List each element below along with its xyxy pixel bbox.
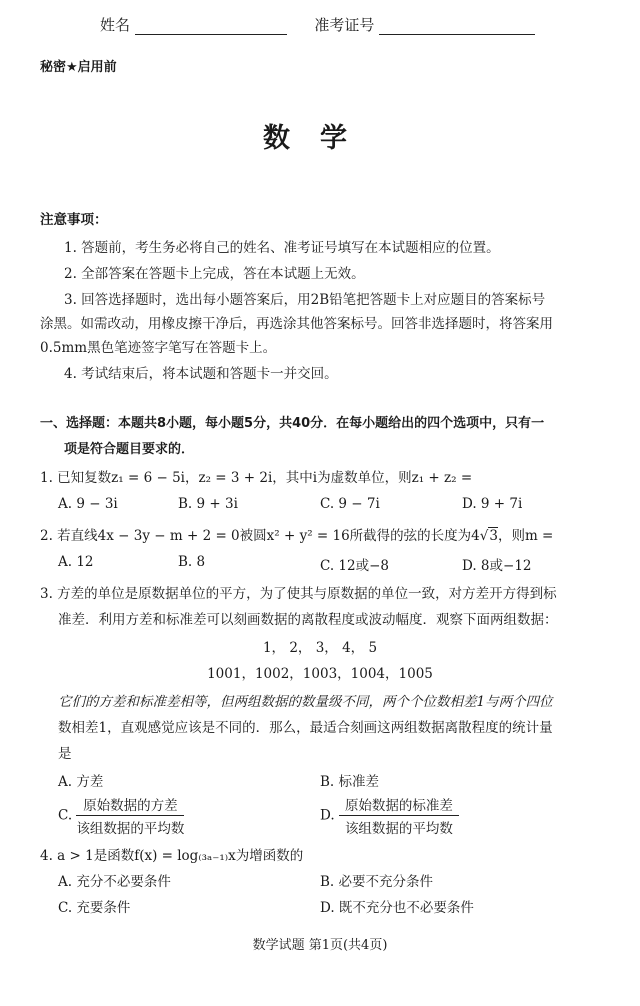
q2-sqrt-value: 3 bbox=[489, 528, 498, 544]
q2-stem-part1: 2. 若直线4x − 3y − m + 2 = 0被圆x² + y² = 16所截得的弦的长度为4 bbox=[40, 528, 480, 544]
q2-option-c: C. 12或−8 bbox=[320, 558, 390, 574]
q3-line2: 准差．利用方差和标准差可以刻画数据的离散程度或波动幅度．观察下面两组数据： bbox=[58, 612, 558, 628]
fraction-numerator: 原始数据的方差 bbox=[76, 794, 184, 816]
note-2: 2. 全部答案在答题卡上完成，答在本试题上无效。 bbox=[64, 266, 365, 282]
section-header-line1: 一、选择题：本题共8小题，每小题5分，共40分．在每小题给出的四个选项中，只有一 bbox=[40, 416, 545, 431]
sqrt-sign: √ bbox=[479, 528, 489, 544]
q3-option-d bbox=[320, 794, 459, 837]
q3-option-b: B. 标准差 bbox=[320, 774, 380, 790]
q4-option-a: A. 充分不必要条件 bbox=[58, 874, 171, 890]
q2-option-d: D. 8或−12 bbox=[462, 558, 532, 574]
q3-option-c bbox=[58, 794, 184, 837]
q3-option-d-fraction bbox=[339, 794, 459, 837]
q1-option-b: B. 9 + 3i bbox=[178, 496, 238, 512]
note-3-line2: 涂黑。如需改动，用橡皮擦干净后，再选涂其他答案标号。回答非选择题时，将答案用 bbox=[40, 316, 553, 332]
q3-line5: 是 bbox=[58, 746, 72, 762]
id-blank bbox=[379, 20, 535, 35]
q3-option-a: A. 方差 bbox=[58, 774, 104, 790]
q1-stem: 1. 已知复数z₁ = 6 − 5i，z₂ = 3 + 2i，其中i为虚数单位，则z₁ + z₂ = bbox=[40, 470, 473, 486]
section-header-line2: 项是符合题目要求的． bbox=[64, 442, 195, 457]
note-1: 1. 答题前，考生务必将自己的姓名、准考证号填写在本试题相应的位置。 bbox=[64, 240, 500, 256]
name-label: 姓名 bbox=[100, 16, 131, 34]
q3-line4: 数相差1，直观感觉应该是不同的．那么，最适合刻画这两组数据离散程度的统计量 bbox=[58, 720, 553, 736]
secret-mark: 秘密★启用前 bbox=[40, 60, 117, 75]
q2-option-b: B. 8 bbox=[178, 554, 206, 570]
note-3-line3: 0.5mm黑色笔迹签字笔写在答题卡上。 bbox=[40, 340, 277, 356]
q4-stem: 4. a > 1是函数f(x) = log₍₃ₐ₋₁₎x为增函数的 bbox=[40, 848, 304, 864]
q3-option-d-label: D. bbox=[320, 807, 335, 824]
q2-stem-part2: ，则m = bbox=[497, 528, 554, 544]
name-blank bbox=[135, 20, 287, 35]
id-label: 准考证号 bbox=[314, 16, 375, 34]
q2-stem bbox=[40, 524, 553, 544]
candidate-info bbox=[100, 14, 535, 35]
q4-option-d: D. 既不充分也不必要条件 bbox=[320, 900, 474, 916]
q3-line1: 3. 方差的单位是原数据单位的平方，为了使其与原数据的单位一致，对方差开方得到标 bbox=[40, 586, 557, 602]
q4-option-c: C. 充要条件 bbox=[58, 900, 131, 916]
q2-option-a: A. 12 bbox=[58, 554, 94, 570]
note-4: 4. 考试结束后，将本试题和答题卡一并交回。 bbox=[64, 366, 338, 382]
q3-data-set-2: 1001，1002，1003，1004，1005 bbox=[207, 666, 433, 682]
q1-option-c: C. 9 − 7i bbox=[320, 496, 380, 512]
note-3-line1: 3. 回答选择题时，选出每小题答案后，用2B铅笔把答题卡上对应题目的答案标号 bbox=[64, 292, 546, 308]
q4-option-b: B. 必要不充分条件 bbox=[320, 874, 434, 890]
q3-option-c-fraction bbox=[76, 794, 184, 837]
page-title: 数学 bbox=[263, 123, 377, 154]
fraction-denominator: 该组数据的平均数 bbox=[76, 821, 185, 837]
q1-option-a: A. 9 − 3i bbox=[58, 496, 118, 512]
fraction-numerator: 原始数据的标准差 bbox=[339, 794, 459, 816]
q1-option-d: D. 9 + 7i bbox=[462, 496, 523, 512]
page-footer: 数学试题 第1页(共4页) bbox=[252, 938, 388, 953]
q3-data-set-1: 1， 2， 3， 4， 5 bbox=[262, 640, 378, 656]
q3-option-c-label: C. bbox=[58, 807, 73, 824]
fraction-denominator: 该组数据的平均数 bbox=[344, 821, 453, 837]
q3-line3: 它们的方差和标准差相等，但两组数据的数量级不同，两个个位数相差1与两个四位 bbox=[58, 694, 553, 710]
notes-heading: 注意事项： bbox=[40, 212, 108, 228]
